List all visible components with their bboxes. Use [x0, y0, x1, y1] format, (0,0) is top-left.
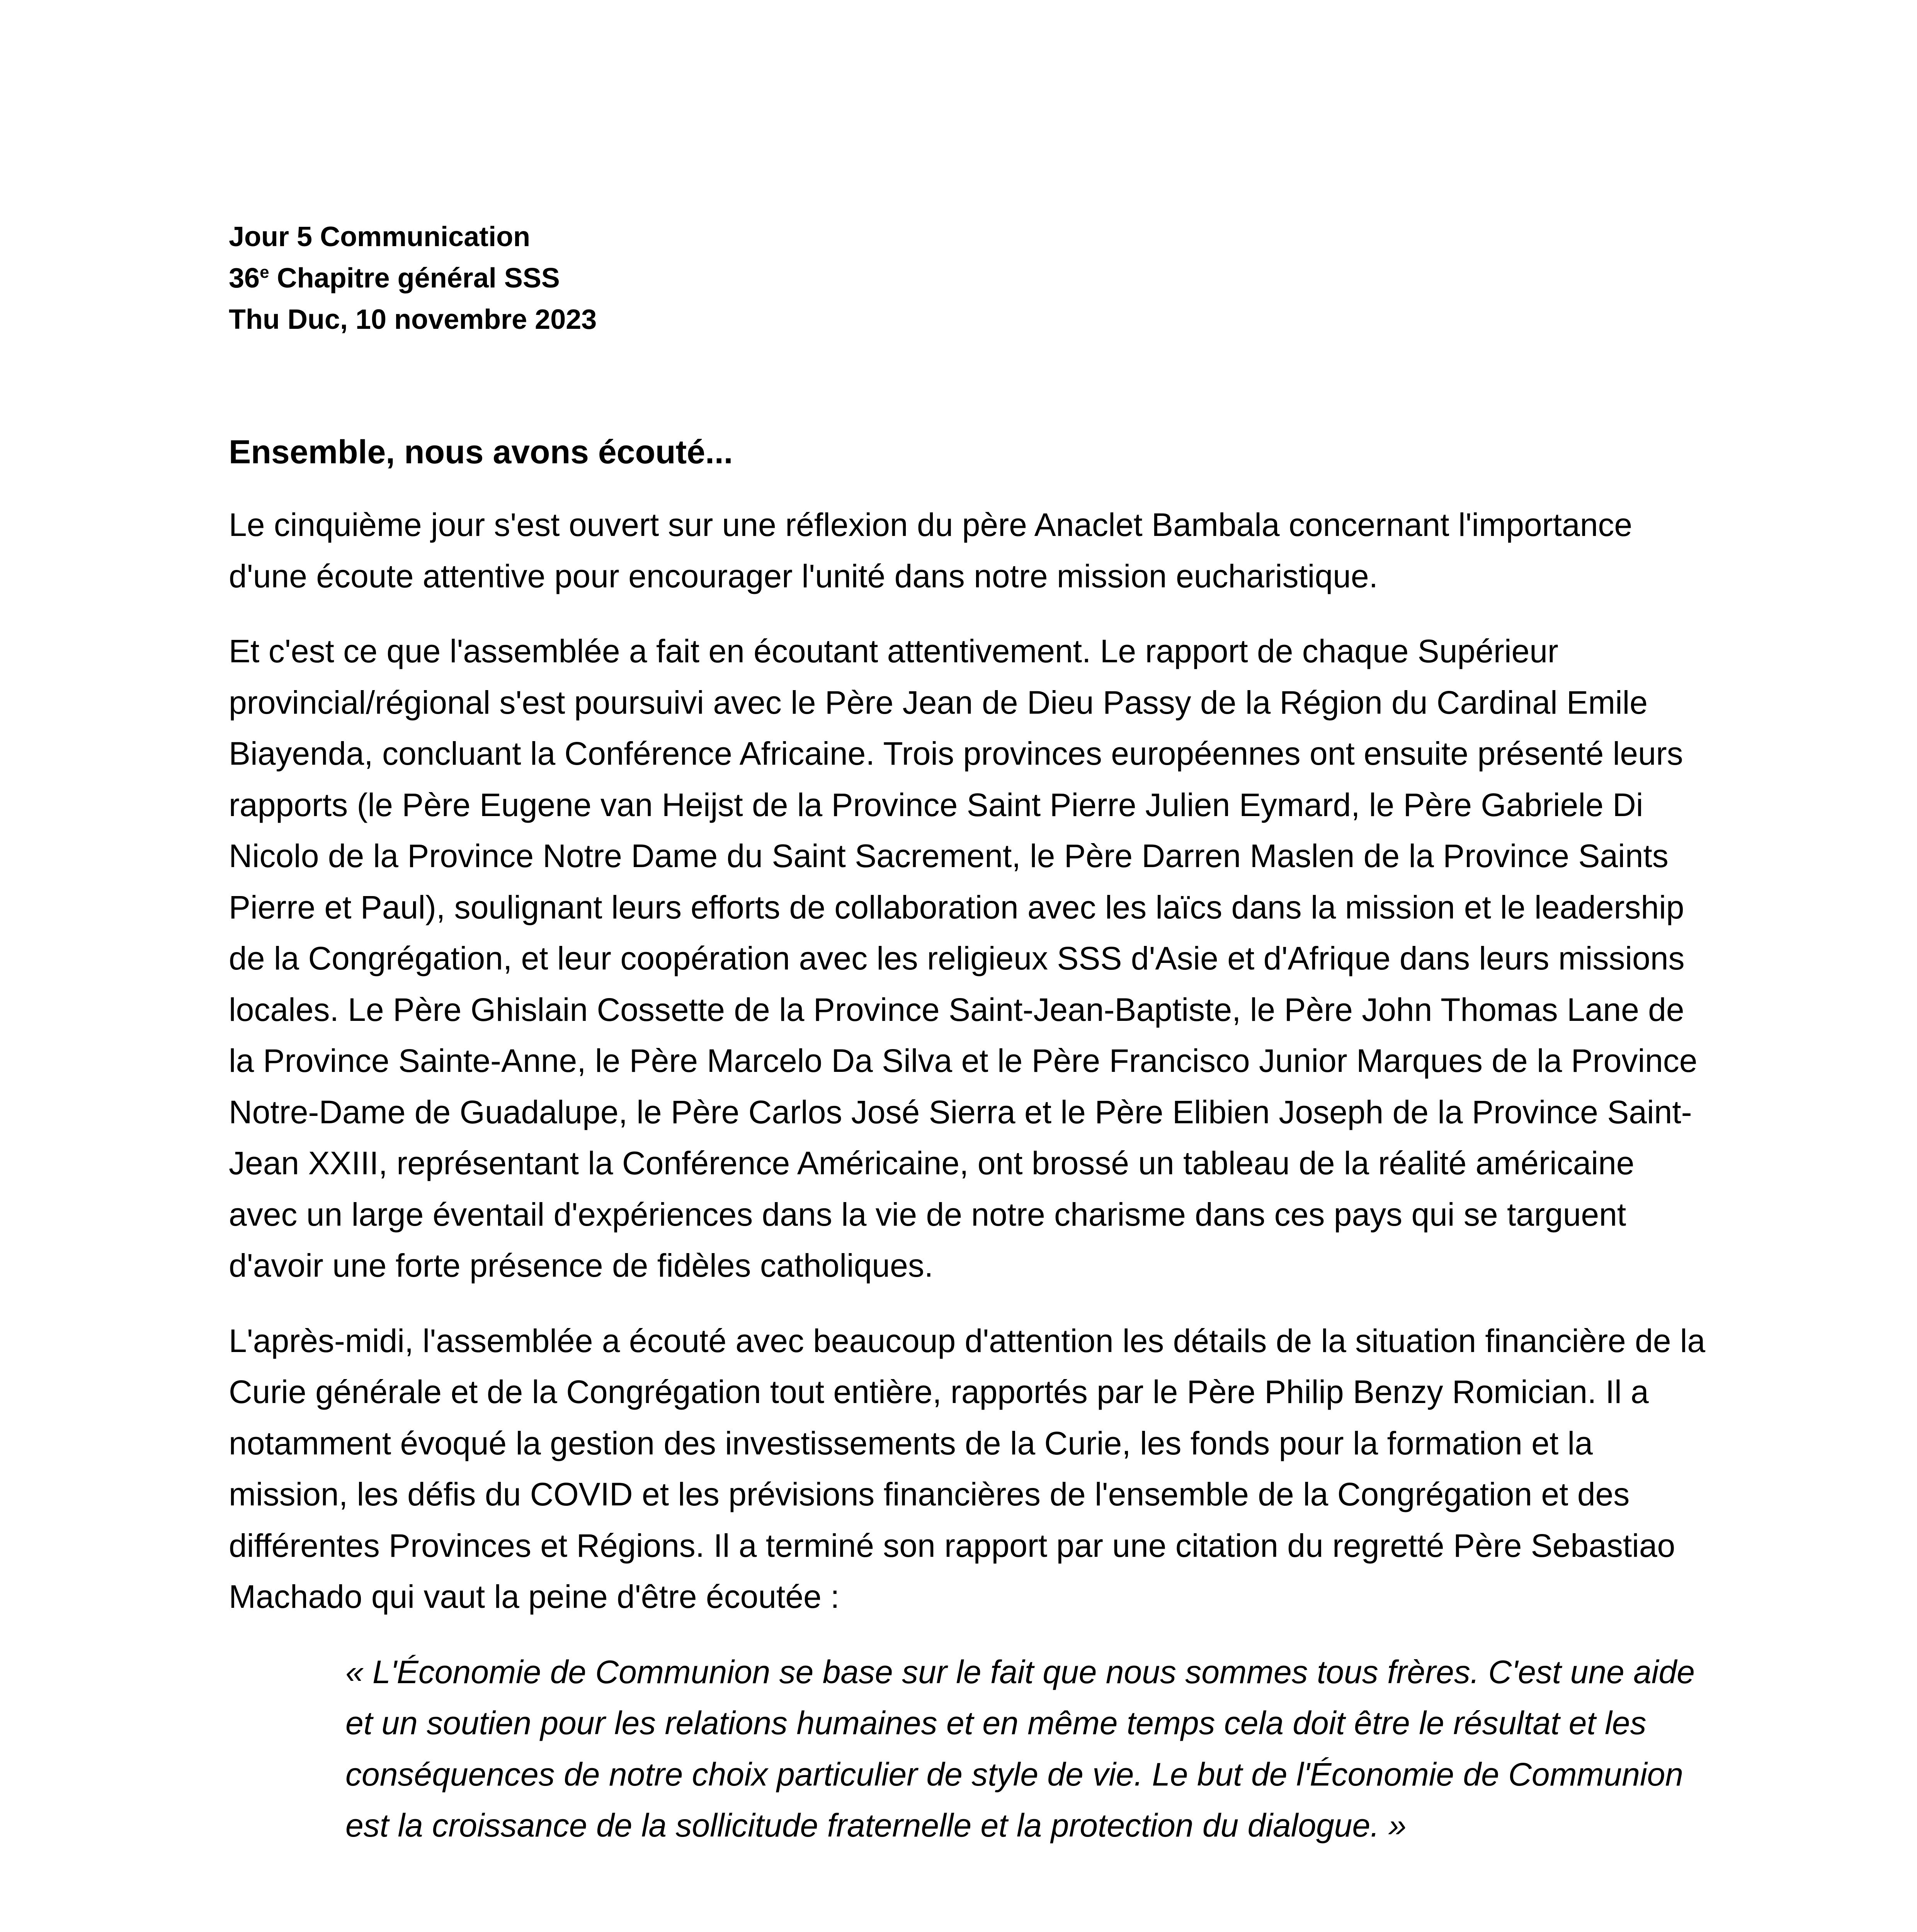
paragraph-2: Et c'est ce que l'assemblée a fait en écoutant attentivement. Le rapport de chaque Supérieur provincial/régional s'est poursuivi avec le Père Jean de Dieu Passy de la Région du Cardinal Emile Biayenda, concluant la Conférence Africaine. Trois provinces européennes ont ensuite présenté leurs rapports (le Père Eugene van Heijst de la Province Saint Pierre Julien Eymard, le Père Gabriele Di Nicolo de la Province Notre Dame du Saint Sacrement, le Père Darren Maslen de la Province Saints Pierre et Paul), soulignant leurs efforts de collaboration avec les laïcs dans la mission et le leadership de la Congrégation, et leur coopération avec les religieux SSS d'Asie et d'Afrique dans leurs missions locales. Le Père Ghislain Cossette de la Province Saint-Jean-Baptiste, le Père John Thomas Lane de la Province Sainte-Anne, le Père Marcelo Da Silva et le Père Francisco Junior Marques de la Province Notre-Dame de Guadalupe, le Père Carlos José Sierra et le Père Elibien Joseph de la Province Saint-Jean XXIII, représentant la Conférence Américaine, ont brossé un tableau de la réalité américaine avec un large éventail d'expériences dans la vie de notre charisme dans ces pays qui se targuent d'avoir une forte présence de fidèles catholiques.	[229, 633, 1698, 1284]
document-content	[229, 216, 1709, 1932]
article-title: Ensemble, nous avons écouté...	[229, 434, 733, 471]
header-place-date: Thu Duc, 10 novembre 2023	[229, 304, 597, 335]
header-chapter	[229, 258, 1709, 299]
paragraph-3: L'après-midi, l'assemblée a écouté avec beaucoup d'attention les détails de la situation financière de la Curie générale et de la Congrégation tout entière, rapportés par le Père Philip Benzy Romician. Il a notamment évoqué la gestion des investissements de la Curie, les fonds pour la formation et la mission, les défis du COVID et les prévisions financières de l'ensemble de la Congrégation et des différentes Provinces et Régions. Il a terminé son rapport par une citation du regretté Père Sebastiao Machado qui vaut la peine d'être écoutée :	[229, 1322, 1706, 1615]
header-communication-day: Jour 5 Communication	[229, 221, 531, 252]
chapter-number-superscript: e	[260, 263, 269, 282]
chapter-name: Chapitre général SSS	[269, 263, 560, 294]
chapter-number: 36	[229, 263, 260, 294]
paragraph-1: Le cinquième jour s'est ouvert sur une réflexion du père Anaclet Bambala concernant l'importance d'une écoute attentive pour encourager l'unité dans notre mission eucharistique.	[229, 507, 1633, 594]
block-quote: « L'Économie de Communion se base sur le fait que nous sommes tous frères. C'est une aide et un soutien pour les relations humaines et en même temps cela doit être le résultat et les conséquences de notre choix particulier de style de vie. Le but de l'Économie de Communion est la croissance de la sollicitude fraternelle et la protection du dialogue. »	[345, 1653, 1695, 1844]
